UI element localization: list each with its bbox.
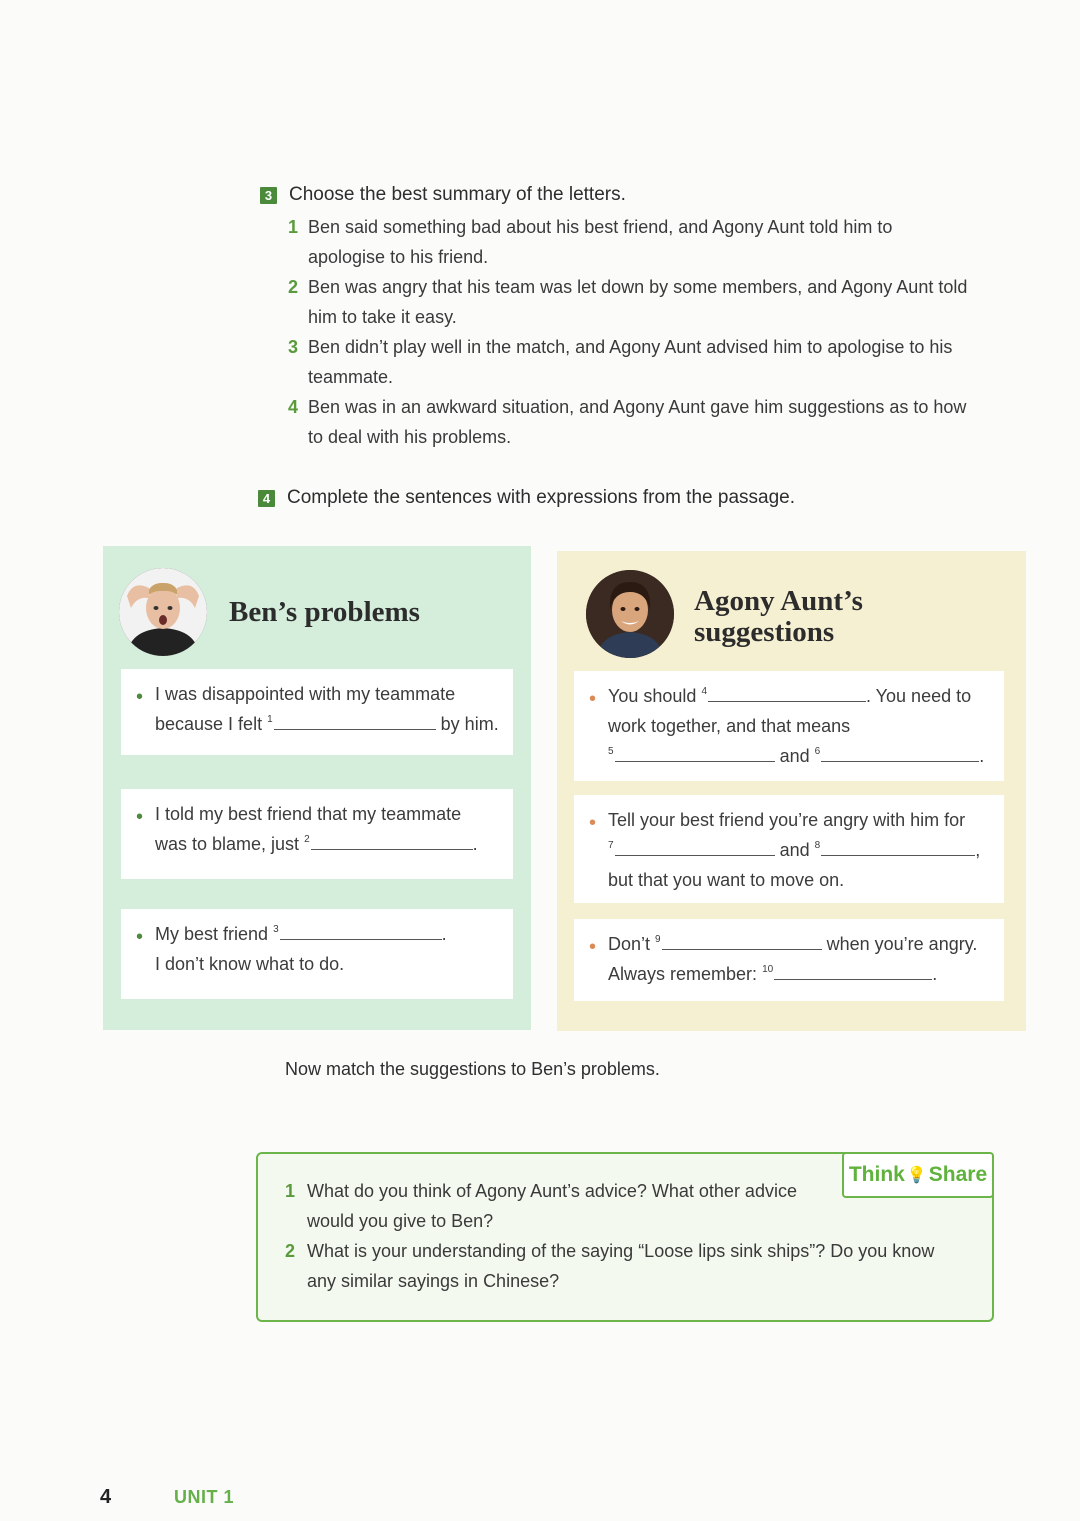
exercise-4-instruction: Complete the sentences with expressions from the passage. bbox=[287, 487, 795, 508]
bullet-icon: • bbox=[136, 806, 144, 828]
share-label: Share bbox=[928, 1163, 988, 1186]
option-number: 1 bbox=[288, 217, 299, 237]
card-text: by him. bbox=[440, 714, 499, 734]
answer-blank-10[interactable] bbox=[774, 959, 932, 980]
option-text: Ben didn’t play well in the match, and Agony Aunt advised him to apologise to his bbox=[308, 337, 953, 357]
blank-number: 2 bbox=[304, 834, 310, 845]
card-text: My best friend bbox=[155, 924, 269, 944]
blank-number: 7 bbox=[608, 840, 614, 851]
think-label: Think bbox=[848, 1163, 905, 1186]
bullet-icon: • bbox=[589, 688, 597, 710]
exercise-3-heading bbox=[260, 184, 626, 206]
answer-blank-7[interactable] bbox=[615, 835, 775, 856]
think-share-box bbox=[256, 1152, 994, 1322]
exercise-4-heading bbox=[258, 487, 795, 509]
option-number: 3 bbox=[288, 337, 299, 357]
bullet-icon: • bbox=[589, 936, 597, 958]
option-text-cont: apologise to his friend. bbox=[308, 247, 489, 267]
title-line-1: Agony Aunt’s bbox=[694, 585, 863, 617]
card-text: and bbox=[779, 746, 810, 766]
answer-blank-8[interactable] bbox=[821, 835, 975, 856]
question-number: 2 bbox=[285, 1241, 296, 1261]
option-text-cont: to deal with his problems. bbox=[308, 427, 512, 447]
blank-number: 3 bbox=[273, 924, 279, 935]
card-text: . bbox=[441, 924, 447, 944]
card-text: You should bbox=[608, 686, 697, 706]
question-text-cont: any similar sayings in Chinese? bbox=[307, 1271, 560, 1291]
card-text: . bbox=[472, 834, 478, 854]
answer-blank-1[interactable] bbox=[274, 709, 436, 730]
ben-panel-title: Ben’s problems bbox=[229, 596, 420, 628]
card-text: and bbox=[779, 840, 810, 860]
answer-blank-3[interactable] bbox=[280, 919, 442, 940]
exercise-number-badge: 4 bbox=[258, 490, 275, 507]
ben-problem-card-3 bbox=[121, 909, 513, 999]
card-text: Don’t bbox=[608, 934, 651, 954]
summary-option[interactable] bbox=[288, 212, 1008, 272]
exercise-number-badge: 3 bbox=[260, 187, 277, 204]
card-text: because I felt bbox=[155, 714, 263, 734]
agony-aunt-avatar bbox=[586, 570, 674, 658]
question-text: What do you think of Agony Aunt’s advice? What other advice bbox=[307, 1181, 797, 1201]
ben-avatar bbox=[119, 568, 207, 656]
lightbulb-icon: 💡 bbox=[906, 1167, 927, 1184]
title-line-2: suggestions bbox=[694, 616, 835, 648]
summary-option[interactable] bbox=[288, 272, 1008, 332]
blank-number: 4 bbox=[701, 686, 707, 697]
discussion-question bbox=[285, 1176, 975, 1236]
card-text: I was disappointed with my teammate bbox=[155, 684, 456, 704]
card-text: , bbox=[975, 840, 981, 860]
answer-blank-2[interactable] bbox=[311, 829, 473, 850]
option-text: Ben was angry that his team was let down by some members, and Agony Aunt told bbox=[308, 277, 968, 297]
card-text: . You need to bbox=[866, 686, 972, 706]
answer-blank-4[interactable] bbox=[708, 681, 866, 702]
option-text: Ben said something bad about his best friend, and Agony Aunt told him to bbox=[308, 217, 893, 237]
agony-aunt-portrait-icon bbox=[586, 570, 674, 658]
aunt-suggestion-card-2 bbox=[574, 795, 1004, 903]
blank-number: 6 bbox=[814, 746, 821, 757]
bens-problems-panel bbox=[103, 546, 531, 1030]
bullet-icon: • bbox=[136, 926, 144, 948]
card-text: Always remember: bbox=[608, 964, 758, 984]
blank-number: 5 bbox=[608, 746, 614, 757]
option-text: Ben was in an awkward situation, and Agony Aunt gave him suggestions as to how bbox=[308, 397, 967, 417]
ben-problem-card-2 bbox=[121, 789, 513, 879]
option-number: 4 bbox=[288, 397, 299, 417]
summary-option[interactable] bbox=[288, 332, 1008, 392]
think-share-questions bbox=[285, 1176, 975, 1296]
discussion-question bbox=[285, 1236, 975, 1296]
question-text-cont: would you give to Ben? bbox=[307, 1211, 494, 1231]
unit-label: UNIT 1 bbox=[174, 1487, 235, 1507]
summary-options-list bbox=[288, 212, 1008, 452]
bullet-icon: • bbox=[136, 686, 144, 708]
card-text: . bbox=[979, 746, 985, 766]
question-number: 1 bbox=[285, 1181, 296, 1201]
question-text: What is your understanding of the saying “Loose lips sink ships”? Do you know bbox=[307, 1241, 935, 1261]
agony-aunt-panel bbox=[557, 551, 1026, 1031]
ben-problem-card-1 bbox=[121, 669, 513, 755]
card-text: when you’re angry. bbox=[826, 934, 978, 954]
blank-number: 10 bbox=[762, 964, 774, 975]
aunt-suggestion-card-1 bbox=[574, 671, 1004, 781]
option-text-cont: teammate. bbox=[308, 367, 394, 387]
agony-aunt-panel-title bbox=[694, 586, 863, 648]
exercise-3-instruction: Choose the best summary of the letters. bbox=[289, 184, 626, 205]
card-text: I don’t know what to do. bbox=[155, 954, 345, 974]
card-text: but that you want to move on. bbox=[608, 870, 845, 890]
blank-number: 8 bbox=[814, 840, 821, 851]
card-text: I told my best friend that my teammate bbox=[155, 804, 462, 824]
card-text: Tell your best friend you’re angry with him for bbox=[608, 810, 966, 830]
card-text: was to blame, just bbox=[155, 834, 300, 854]
bullet-icon: • bbox=[589, 812, 597, 834]
answer-blank-6[interactable] bbox=[821, 741, 979, 762]
ben-portrait-icon bbox=[119, 568, 207, 656]
answer-blank-9[interactable] bbox=[662, 929, 822, 950]
card-text: work together, and that means bbox=[608, 716, 851, 736]
option-text-cont: him to take it easy. bbox=[308, 307, 457, 327]
blank-number: 1 bbox=[267, 714, 273, 725]
aunt-suggestion-card-3 bbox=[574, 919, 1004, 1001]
blank-number: 9 bbox=[655, 934, 661, 945]
option-number: 2 bbox=[288, 277, 299, 297]
card-text: . bbox=[932, 964, 938, 984]
answer-blank-5[interactable] bbox=[615, 741, 775, 762]
summary-option[interactable] bbox=[288, 392, 1008, 452]
match-instruction: Now match the suggestions to Ben’s problems. bbox=[285, 1059, 660, 1079]
page-number: 4 bbox=[100, 1486, 112, 1508]
